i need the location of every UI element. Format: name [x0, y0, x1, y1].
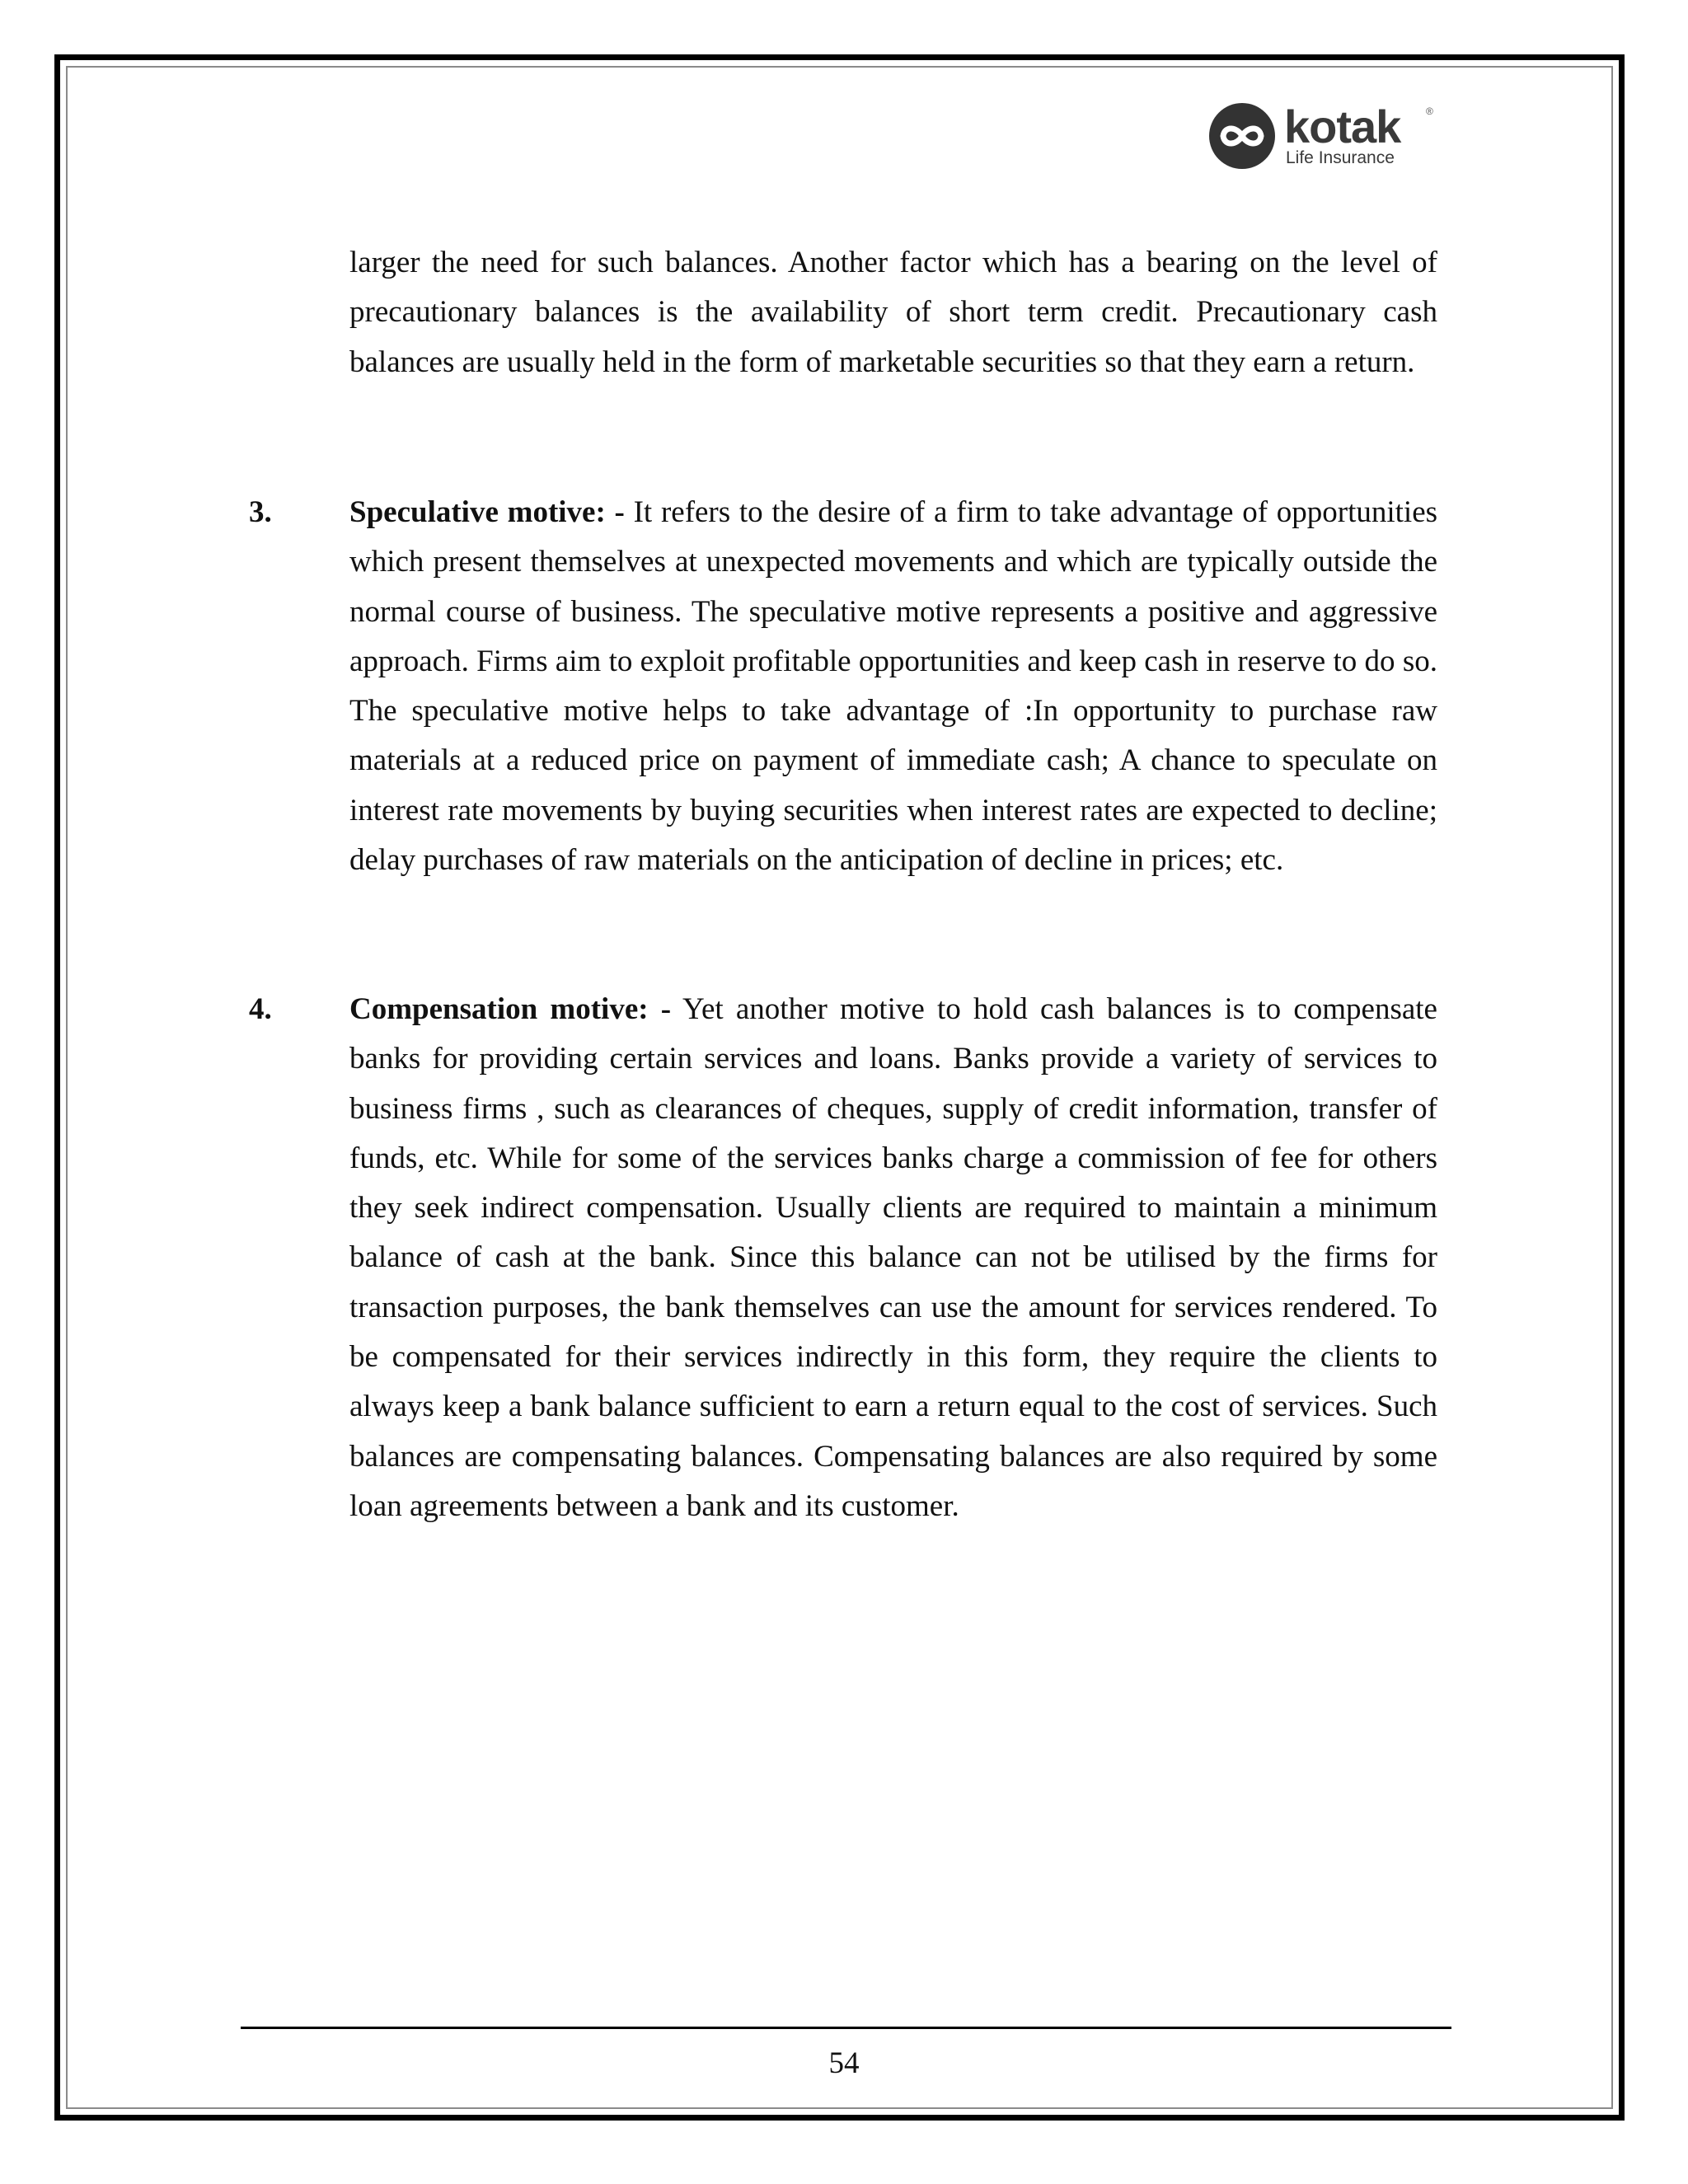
logo-wordmark: kotak [1284, 101, 1401, 152]
item-heading: Compensation motive: - [349, 992, 672, 1026]
item-number: 3. [249, 495, 272, 529]
page-number: 54 [828, 2046, 860, 2080]
item-text: Yet another motive to hold cash balances is to compensate banks for providing certain services and loans. Banks provide a variety of services to business firms , such as clearances of cheques, supply of credit information, transfer of funds, etc. While for some of the services banks charge a commission of fee for others they seek indirect compensation. Usually clients are required to maintain a minimum balance of cash at the bank. Since this balance can not be utilised by the firms for transaction purposes, the bank themselves can use the amount for services rendered. To be compensated for their services indirectly in this form, they require the clients to always keep a bank balance sufficient to earn a return equal to the cost of services. Such balances are compensating balances. Compensating balances are also required by some loan agreements between a bank and its customer. [349, 992, 1437, 1523]
item-number: 4. [249, 992, 272, 1026]
kotak-infinity-icon [1208, 102, 1276, 170]
continuation-paragraph: larger the need for such balances. Another factor which has a bearing on the level of precautionary balances is the availability of short term credit. Precautionary cash balances are usually held in the form of marketable securities so that they earn a return. [349, 246, 1437, 379]
logo-registered-mark: ® [1426, 105, 1433, 117]
item-paragraph [349, 488, 1437, 885]
logo-subtitle: Life Insurance [1286, 148, 1395, 167]
item-text: It refers to the desire of a firm to take advantage of opportunities which present themselves at unexpected movements and which are typically outside the normal course of business. The speculative motive represents a positive and aggressive approach. Firms aim to exploit profitable opportunities and keep cash in reserve to do so. The speculative motive helps to take advantage of :In opportunity to purchase raw materials at a reduced price on payment of immediate cash; A chance to speculate on interest rate movements by buying securities when interest rates are expected to decline; delay purchases of raw materials on the anticipation of decline in prices; etc. [349, 495, 1438, 878]
item-heading: Speculative motive: - [349, 495, 625, 529]
item-paragraph [349, 985, 1437, 1531]
kotak-logo [1208, 102, 1456, 170]
footer-rule [241, 2027, 1451, 2029]
